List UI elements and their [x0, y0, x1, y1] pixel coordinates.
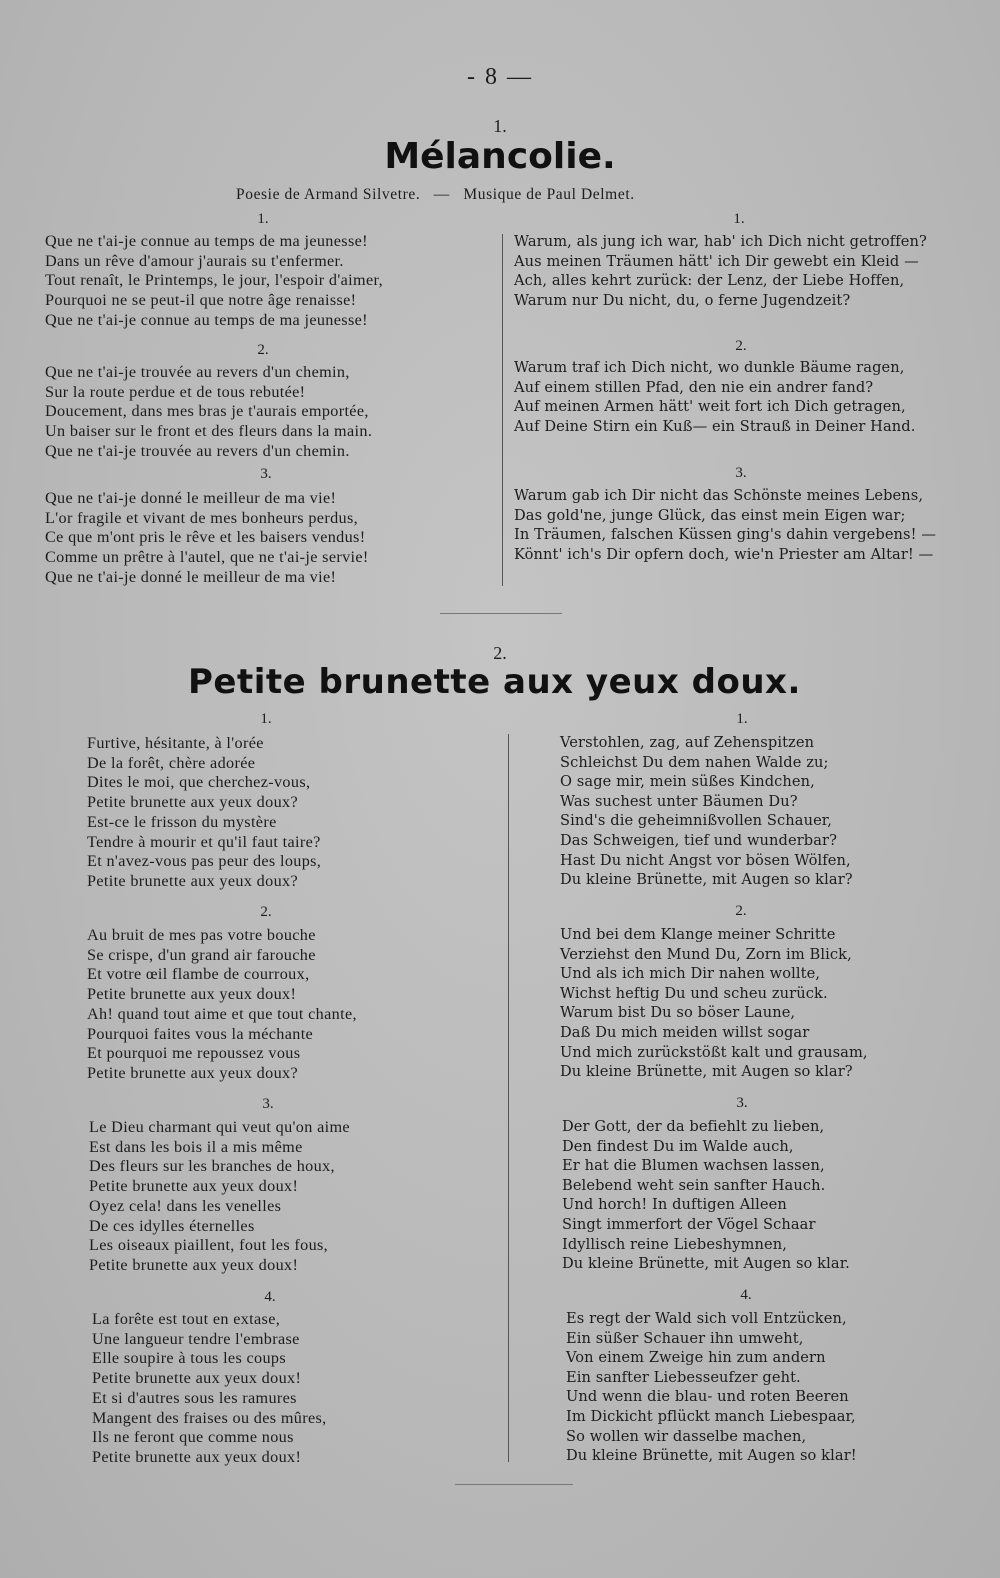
verse-line: Im Dickicht pflückt manch Liebespaar,: [566, 1407, 856, 1425]
verse-line: Ce que m'ont pris le rêve et les baisers vendus!: [45, 528, 366, 547]
song2-de-stanza-2: [560, 925, 868, 1082]
stanza-number: 2.: [260, 904, 272, 920]
verse-line: Und bei dem Klange meiner Schritte: [560, 926, 836, 943]
verse-line: Que ne t'ai-je connue au temps de ma jeunesse!: [45, 232, 368, 250]
verse-line: Elle soupire à tous les coups: [92, 1349, 287, 1368]
verse-line: Doucement, dans mes bras je t'aurais emportée,: [45, 402, 369, 421]
verse-line: Petite brunette aux yeux doux!: [89, 1177, 299, 1196]
verse-line: De la forêt, chère adorée: [87, 753, 256, 772]
verse-line: Furtive, hésitante, à l'orée: [87, 734, 264, 752]
verse-line: L'or fragile et vivant de mes bonheurs perdus,: [45, 508, 358, 527]
verse-line: Est-ce le frisson du mystère: [87, 812, 277, 831]
verse-line: Und horch! In duftigen Alleen: [562, 1196, 787, 1214]
stanza-number: 3.: [260, 466, 272, 482]
verse-line: Petite brunette aux yeux doux?: [87, 1063, 298, 1082]
verse-line: Auf meinen Armen hätt' weit fort ich Dich getragen,: [514, 398, 906, 416]
verse-line: Petite brunette aux yeux doux!: [89, 1255, 299, 1274]
verse-line: Was suchest unter Bäumen Du?: [560, 792, 798, 810]
verse-line: Comme un prêtre à l'autel, que ne t'ai-je servie!: [45, 548, 369, 567]
verse-line: Que ne t'ai-je trouvée au revers d'un chemin,: [45, 363, 350, 381]
verse-line: Und mich zurückstößt kalt und grausam,: [560, 1043, 868, 1061]
credits-music: Musique de Paul Delmet.: [463, 186, 635, 203]
verse-line: Aus meinen Träumen hätt' ich Dir gewebt ein Kleid —: [514, 252, 919, 270]
verse-line: Tout renaît, le Printemps, le jour, l'espoir d'aimer,: [45, 271, 383, 290]
song1-fr-stanza-3: [45, 489, 369, 588]
verse-line: Dites le moi, que cherchez-vous,: [87, 773, 311, 792]
song1-fr-stanza-2: [45, 363, 372, 462]
verse-line: Das gold'ne, junge Glück, das einst mein Eigen war;: [514, 506, 906, 524]
stanza-number: 4.: [264, 1289, 276, 1305]
verse-line: Pourquoi faites vous la méchante: [87, 1024, 314, 1043]
verse-line: Du kleine Brünette, mit Augen so klar?: [560, 871, 853, 889]
verse-line: Ah! quand tout aime et que tout chante,: [87, 1004, 357, 1023]
verse-line: Se crispe, d'un grand air farouche: [87, 945, 316, 964]
stanza-number: 1.: [736, 711, 748, 727]
verse-line: Er hat die Blumen wachsen lassen,: [562, 1157, 825, 1175]
verse-line: La forête est tout en extase,: [92, 1310, 281, 1328]
verse-line: Des fleurs sur les branches de houx,: [89, 1157, 335, 1176]
verse-line: Das Schweigen, tief und wunderbar?: [560, 831, 838, 849]
column-divider: [508, 734, 509, 1462]
page-number: - 8 —: [467, 64, 533, 90]
song2-de-stanza-1: [560, 733, 853, 890]
verse-line: Petite brunette aux yeux doux!: [92, 1369, 302, 1388]
verse-line: Ein süßer Schauer ihn umweht,: [566, 1329, 804, 1347]
song2-title: Petite brunette aux yeux doux.: [188, 662, 801, 702]
stanza-number: 2.: [735, 338, 747, 354]
verse-line: Hast Du nicht Angst vor bösen Wölfen,: [560, 851, 851, 869]
verse-line: Un baiser sur le front et des fleurs dans la main.: [45, 422, 373, 441]
verse-line: Que ne t'ai-je trouvée au revers d'un chemin.: [45, 441, 350, 460]
song1-title: Mélancolie.: [384, 136, 616, 177]
verse-line: Que ne t'ai-je donné le meilleur de ma vie!: [45, 489, 337, 507]
verse-line: Auf einem stillen Pfad, den nie ein andrer fand?: [514, 378, 874, 396]
verse-line: Es regt der Wald sich voll Entzücken,: [566, 1310, 847, 1327]
verse-line: In Träumen, falschen Küssen ging's dahin vergebens! —: [514, 526, 937, 544]
song1-number: 1.: [493, 116, 507, 136]
verse-line: Une langueur tendre l'embrase: [92, 1329, 300, 1348]
verse-line: Warum, als jung ich war, hab' ich Dich nicht getroffen?: [514, 233, 927, 250]
verse-line: Schleichst Du dem nahen Walde zu;: [560, 753, 829, 771]
stanza-number: 1.: [257, 211, 269, 227]
song2-fr-stanza-3: [89, 1118, 350, 1276]
verse-line: Verstohlen, zag, auf Zehenspitzen: [560, 734, 815, 751]
verse-line: Dans un rêve d'amour j'aurais su t'enfermer.: [45, 251, 344, 270]
verse-line: De ces idylles éternelles: [89, 1216, 255, 1235]
verse-line: Et votre œil flambe de courroux,: [87, 965, 310, 984]
verse-line: Daß Du mich meiden willst sogar: [560, 1023, 810, 1041]
verse-line: Warum gab ich Dir nicht das Schönste meines Lebens,: [514, 487, 924, 504]
verse-line: Petite brunette aux yeux doux!: [92, 1447, 302, 1466]
verse-line: Belebend weht sein sanfter Hauch.: [562, 1176, 826, 1194]
stanza-number: 2.: [735, 903, 747, 919]
verse-line: Den findest Du im Walde auch,: [562, 1137, 794, 1155]
song1-fr-stanza-1: [45, 232, 383, 331]
verse-line: Der Gott, der da befiehlt zu lieben,: [562, 1118, 825, 1135]
song1-de-stanza-3: [514, 486, 936, 565]
verse-line: Pourquoi ne se peut-il que notre âge renaisse!: [45, 291, 357, 310]
verse-line: O sage mir, mein süßes Kindchen,: [560, 773, 815, 791]
verse-line: Wichst heftig Du und scheu zurück.: [560, 984, 828, 1002]
verse-line: Ein sanfter Liebesseufzer geht.: [566, 1368, 801, 1386]
verse-line: Petite brunette aux yeux doux?: [87, 793, 298, 812]
stanza-number: 1.: [733, 211, 745, 227]
stanza-number: 3.: [262, 1096, 274, 1112]
song2-de-stanza-3: [562, 1117, 850, 1274]
verse-line: Le Dieu charmant qui veut qu'on aime: [89, 1118, 350, 1136]
credits-separator: —: [433, 186, 450, 203]
verse-line: Petite brunette aux yeux doux?: [87, 871, 298, 890]
verse-line: Et n'avez-vous pas peur des loups,: [87, 852, 322, 871]
verse-line: Oyez cela! dans les venelles: [89, 1196, 282, 1215]
verse-line: Warum nur Du nicht, du, o ferne Jugendzeit?: [514, 292, 851, 310]
column-divider: [502, 234, 503, 586]
verse-line: Könnt' ich's Dir opfern doch, wie'n Priester am Altar! —: [514, 546, 934, 564]
verse-line: Und wenn die blau- und roten Beeren: [566, 1388, 849, 1406]
verse-line: Von einem Zweige hin zum andern: [566, 1349, 826, 1367]
verse-line: Est dans les bois il a mis même: [89, 1137, 303, 1156]
verse-line: Que ne t'ai-je donné le meilleur de ma vie!: [45, 567, 337, 586]
verse-line: Du kleine Brünette, mit Augen so klar.: [562, 1255, 850, 1273]
verse-line: Warum bist Du so böser Laune,: [560, 1004, 796, 1022]
credits-poem: Poesie de Armand Silvetre.: [236, 186, 421, 203]
verse-line: Au bruit de mes pas votre bouche: [87, 926, 316, 944]
verse-line: Que ne t'ai-je connue au temps de ma jeunesse!: [45, 310, 368, 329]
verse-line: Singt immerfort der Vögel Schaar: [562, 1215, 816, 1233]
verse-line: Mangent des fraises ou des mûres,: [92, 1408, 327, 1427]
verse-line: Ils ne feront que comme nous: [92, 1428, 294, 1447]
song2-fr-stanza-4: [92, 1310, 327, 1468]
song1-credits: [236, 186, 635, 204]
stanza-number: 2.: [257, 342, 269, 358]
verse-line: Auf Deine Stirn ein Kuß— ein Strauß in Deiner Hand.: [514, 418, 916, 436]
verse-line: Und als ich mich Dir nahen wollte,: [560, 965, 821, 983]
section-divider: [440, 613, 562, 614]
verse-line: Et si d'autres sous les ramures: [92, 1388, 297, 1407]
verse-line: Et pourquoi me repoussez vous: [87, 1044, 301, 1063]
stanza-number: 3.: [735, 465, 747, 481]
song2-fr-stanza-1: [87, 734, 321, 892]
stanza-number: 3.: [736, 1095, 748, 1111]
song1-de-stanza-1: [514, 232, 927, 311]
verse-line: Ach, alles kehrt zurück: der Lenz, der Liebe Hoffen,: [514, 272, 905, 290]
verse-line: Sur la route perdue et de tous rebutée!: [45, 382, 306, 401]
song2-fr-stanza-2: [87, 926, 357, 1084]
verse-line: Du kleine Brünette, mit Augen so klar!: [566, 1447, 857, 1465]
verse-line: Petite brunette aux yeux doux!: [87, 985, 297, 1004]
verse-line: Sind's die geheimnißvollen Schauer,: [560, 812, 833, 830]
verse-line: Tendre à mourir et qu'il faut taire?: [87, 832, 321, 851]
verse-line: So wollen wir dasselbe machen,: [566, 1427, 807, 1445]
song2-number: 2.: [493, 643, 507, 663]
song1-de-stanza-2: [514, 358, 915, 437]
song2-de-stanza-4: [566, 1309, 857, 1466]
verse-line: Verziehst den Mund Du, Zorn im Blick,: [560, 945, 852, 963]
stanza-number: 4.: [740, 1287, 752, 1303]
verse-line: Du kleine Brünette, mit Augen so klar?: [560, 1063, 853, 1081]
verse-line: Idyllisch reine Liebeshymnen,: [562, 1235, 787, 1253]
stanza-number: 1.: [260, 711, 272, 727]
end-divider: [455, 1484, 573, 1485]
verse-line: Warum traf ich Dich nicht, wo dunkle Bäume ragen,: [514, 359, 905, 376]
verse-line: Les oiseaux piaillent, fout les fous,: [89, 1236, 329, 1255]
